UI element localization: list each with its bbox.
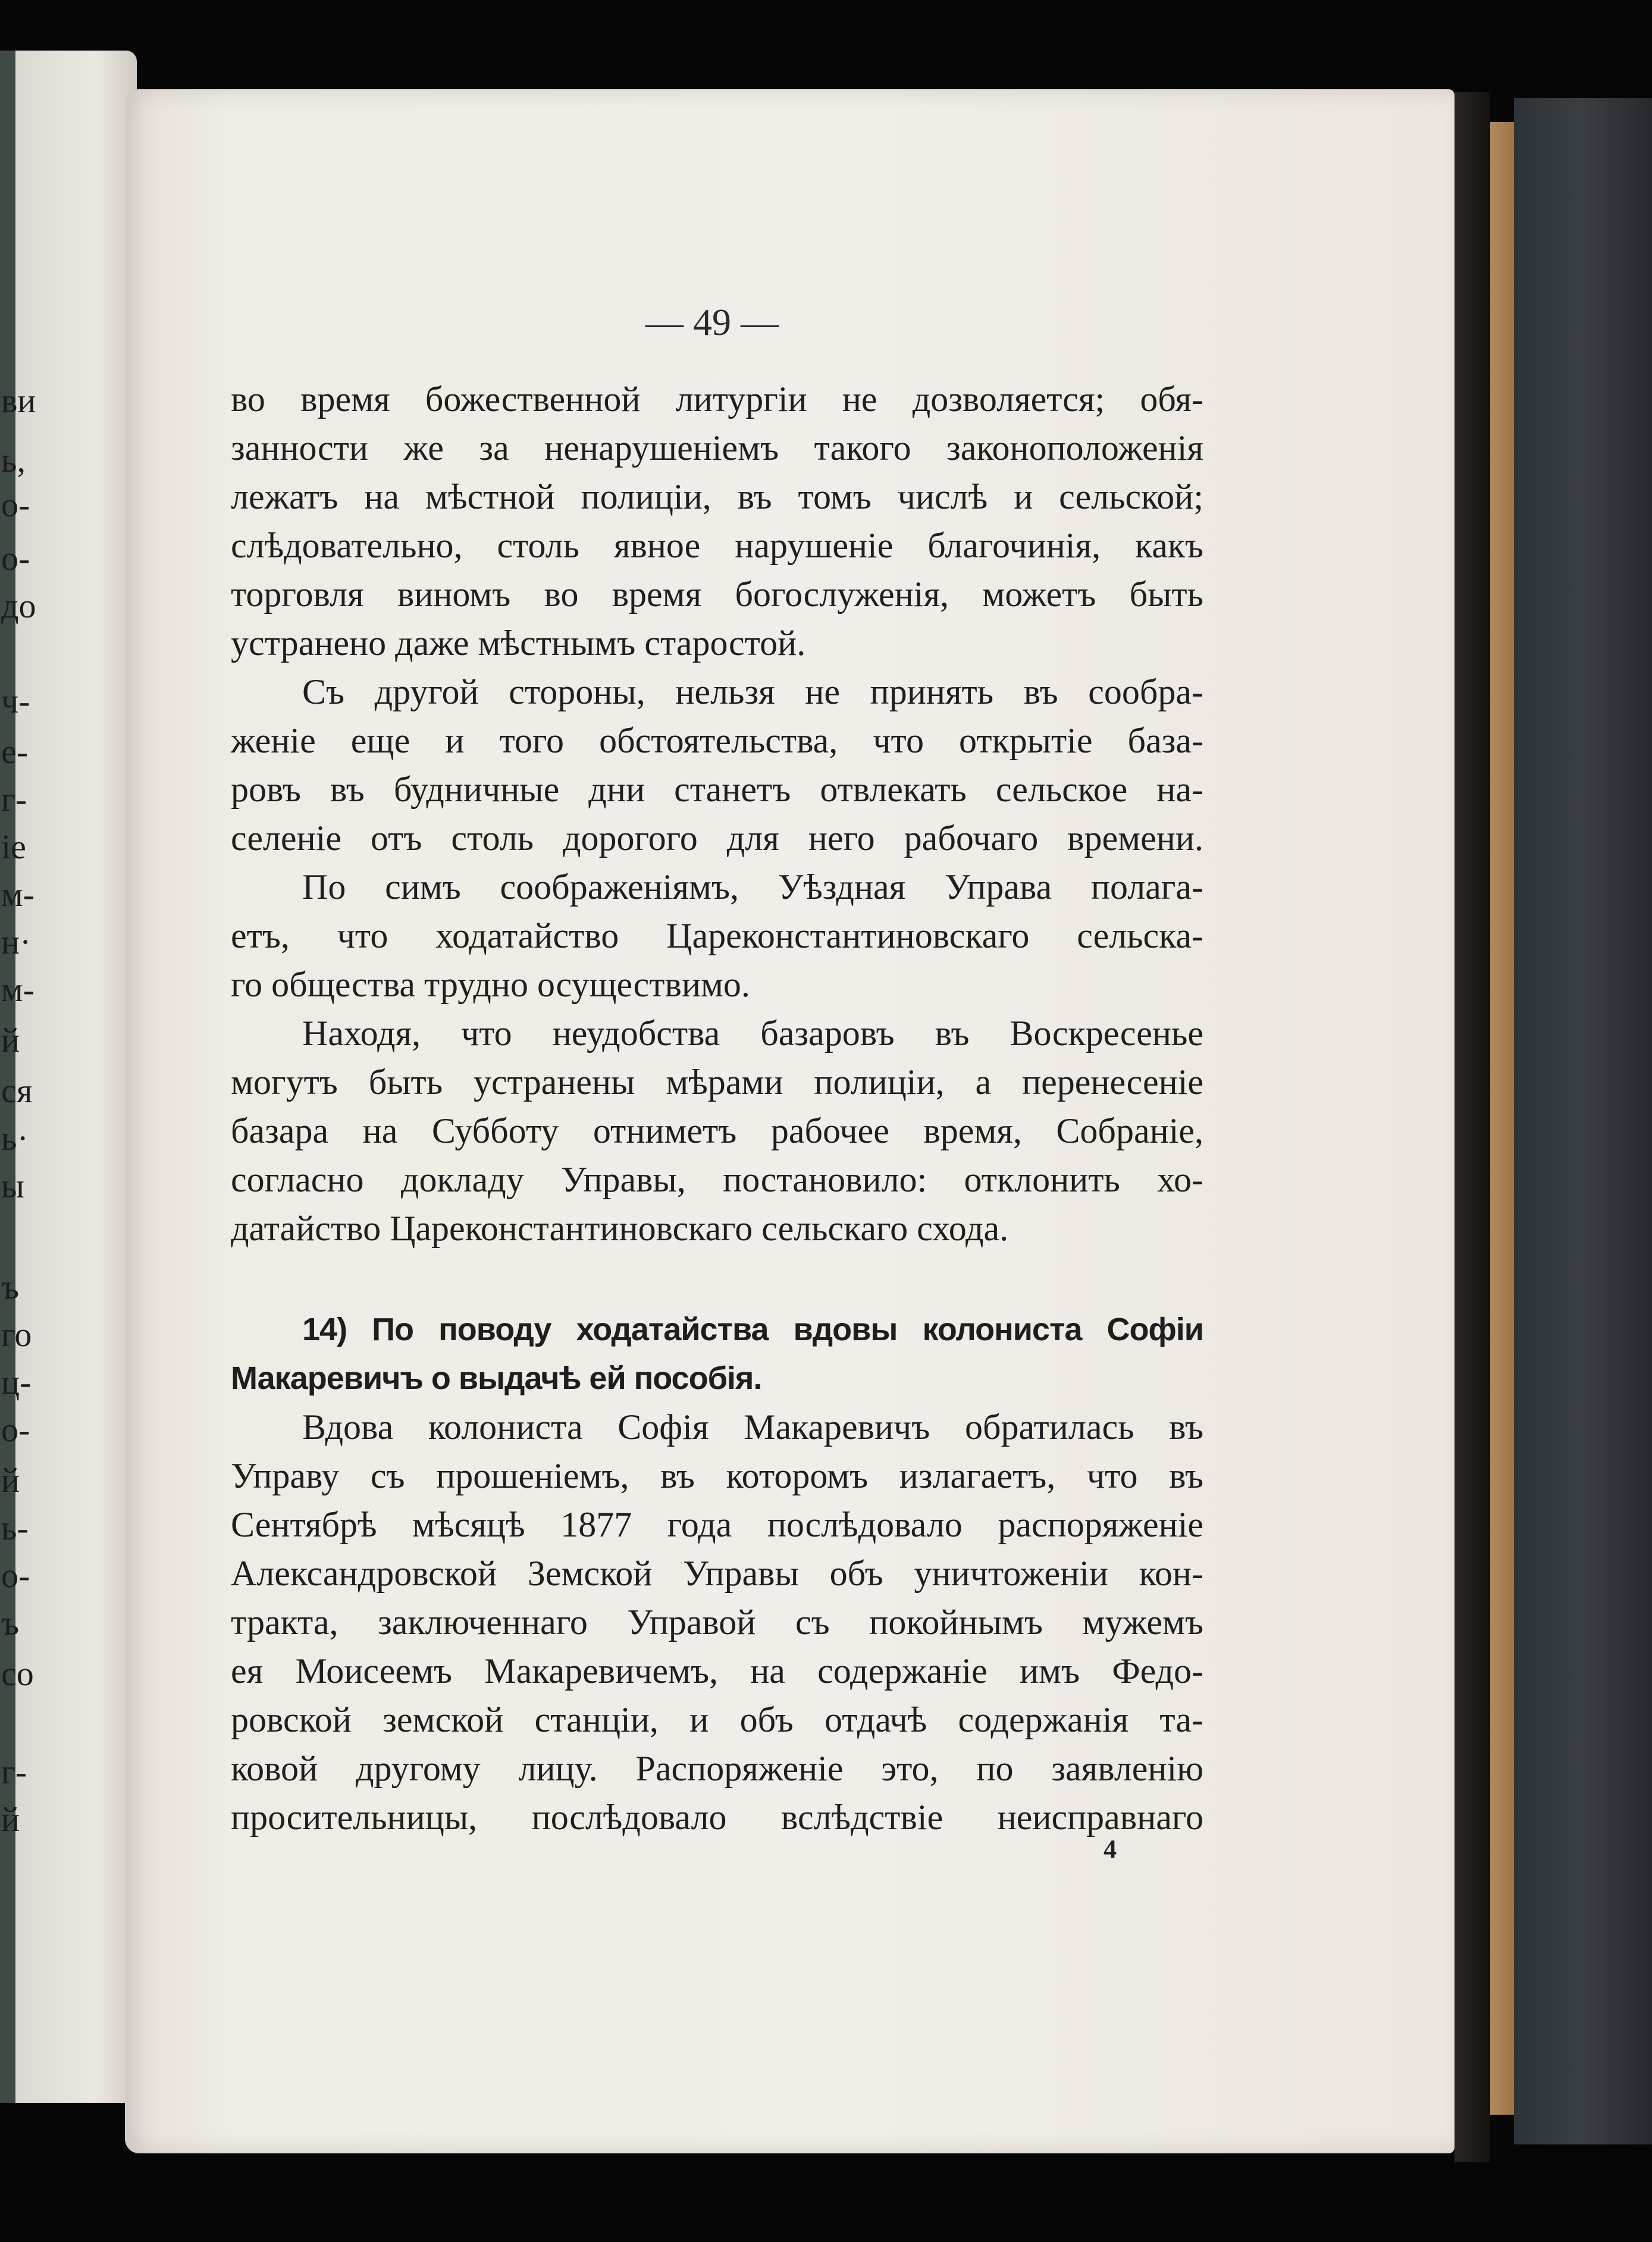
- cover-board: [1490, 122, 1514, 2115]
- text-line: во время божественной литургіи не дозволяется; обя-: [231, 380, 1203, 419]
- text-line: Находя, что неудобства базаровъ въ Воскресенье: [302, 1014, 1203, 1053]
- book-cover: [1514, 98, 1652, 2144]
- left-page-fragment: іе: [1, 827, 26, 866]
- left-page-fragment: о-: [1, 485, 30, 524]
- text-line: Съ другой стороны, нельзя не принять въ сообра-: [302, 672, 1203, 711]
- left-page-fragment: о-: [1, 1556, 30, 1595]
- text-line: занности же за ненарушеніемъ такого законоположенія: [231, 428, 1203, 468]
- left-page-fragment: г-: [1, 780, 27, 819]
- text-line: етъ, что ходатайство Цареконстантиновскаго сельска-: [231, 916, 1203, 955]
- left-page-fragment: ц-: [1, 1363, 32, 1401]
- text-line: согласно докладу Управы, постановило: отклонить хо-: [231, 1160, 1203, 1199]
- text-line: ея Моисеемъ Макаревичемъ, на содержаніе имъ Федо-: [231, 1651, 1203, 1691]
- left-page-fragment: ч-: [1, 682, 30, 720]
- text-line: слѣдовательно, столь явное нарушеніе благочинія, какъ: [231, 526, 1203, 565]
- left-page-fragment: ь,: [1, 441, 26, 479]
- left-page-fragment: г-: [1, 1752, 27, 1791]
- left-page-fragment: ь·: [1, 1119, 29, 1158]
- left-page-fragment: м-: [1, 875, 35, 914]
- text-line: базара на Субботу отниметъ рабочее время, Собраніе,: [231, 1111, 1203, 1150]
- text-line: устранено даже мѣстнымъ старостой.: [231, 623, 806, 663]
- left-page-fragment: й: [1, 1461, 20, 1500]
- text-line: По симъ соображеніямъ, Уѣздная Управа полага-: [302, 867, 1203, 907]
- text-line: селеніе отъ столь дорогого для него рабочаго времени.: [231, 819, 1203, 858]
- left-page-fragment: о-: [1, 1410, 30, 1449]
- text-line: ровъ въ будничные дни станетъ отвлекать сельское на-: [231, 770, 1203, 809]
- left-page-fragment: ъ: [1, 1604, 19, 1642]
- left-page-fragment: ь-: [1, 1509, 29, 1547]
- text-line: го общества трудно осуществимо.: [231, 965, 750, 1004]
- text-line: датайство Цареконстантиновскаго сельскаго схода.: [231, 1209, 1009, 1248]
- text-line: Александровской Земской Управы объ уничтоженіи кон-: [231, 1554, 1203, 1593]
- section-heading: Макаревичъ о выдачѣ ей пособія.: [231, 1360, 762, 1396]
- left-page-fragment: ъ: [1, 1268, 19, 1306]
- signature-mark: 4: [1104, 1835, 1117, 1864]
- left-page-fragment: ы: [1, 1167, 24, 1205]
- text-line: Сентябрѣ мѣсяцѣ 1877 года послѣдовало распоряженіе: [231, 1505, 1203, 1544]
- page-number: — 49 —: [645, 301, 779, 343]
- left-page-fragment: ся: [1, 1071, 33, 1110]
- left-page-fragment: о-: [1, 539, 30, 578]
- text-line: просительницы, послѣдовало вслѣдствіе неисправнаго: [231, 1798, 1203, 1837]
- text-line: Вдова колониста Софія Макаревичъ обратилась въ: [302, 1407, 1203, 1447]
- left-page-fragment: н·: [1, 923, 32, 961]
- left-page-fragment: со: [1, 1654, 34, 1693]
- section-heading: 14) По поводу ходатайства вдовы колониста Софіи: [302, 1312, 1203, 1347]
- left-page-fragment: й: [1, 1021, 20, 1059]
- left-page-fragment: й: [1, 1800, 20, 1839]
- text-line: женіе еще и того обстоятельства, что открытіе база-: [231, 721, 1203, 760]
- section-gap: [231, 1253, 1203, 1305]
- left-page-fragment: м-: [1, 970, 35, 1009]
- text-line: тракта, заключеннаго Управой съ покойнымъ мужемъ: [231, 1603, 1203, 1642]
- text-line: ровской земской станціи, и объ отдачѣ содержанія та-: [231, 1700, 1203, 1739]
- text-line: торговля виномъ во время богослуженія, можетъ быть: [231, 575, 1203, 614]
- text-line: могутъ быть устранены мѣрами полиціи, а перенесеніе: [231, 1062, 1203, 1102]
- text-line: ковой другому лицу. Распоряженіе это, по заявленію: [231, 1749, 1203, 1788]
- text-line: Управу съ прошеніемъ, въ которомъ излагаетъ, что въ: [231, 1456, 1203, 1495]
- left-page-fragment: до: [1, 587, 36, 625]
- body-text: [231, 375, 1203, 1842]
- left-page-fragment: го: [1, 1315, 32, 1354]
- page-stack-edge: [1454, 92, 1490, 2162]
- text-line: лежатъ на мѣстной полиціи, въ томъ числѣ и сельской;: [231, 477, 1203, 516]
- left-page-fragment: ви: [1, 381, 36, 420]
- left-page-fragment: е-: [1, 732, 29, 771]
